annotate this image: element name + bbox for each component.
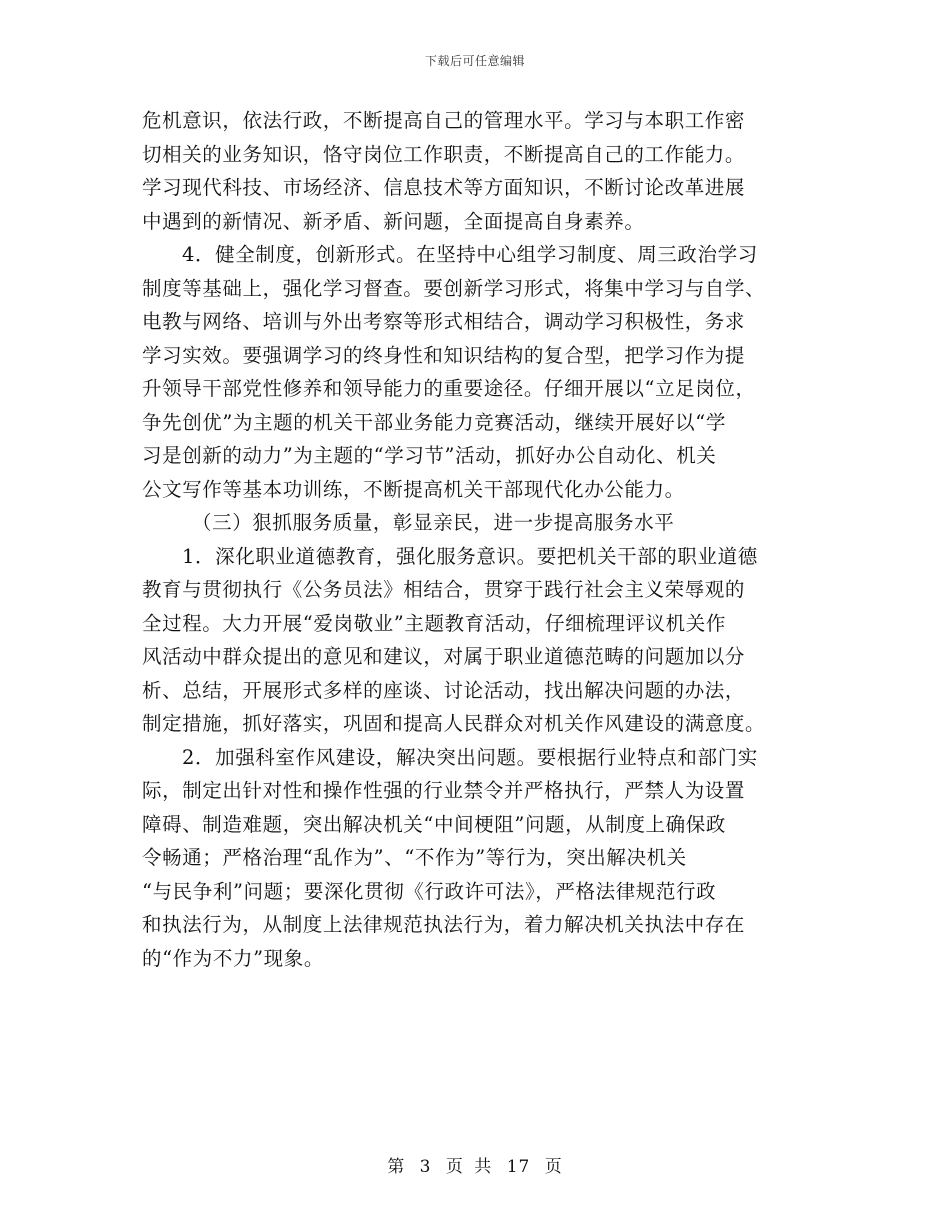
text-line: 危机意识，依法行政，不断提高自己的管理水平。学习与本职工作密	[142, 109, 746, 132]
document-body	[142, 104, 810, 975]
text-line: 公文写作等基本功训练，不断提高机关干部现代化办公能力。	[142, 477, 685, 501]
text-line: 制度等基础上，强化学习督查。要创新学习形式，将集中学习与自学、	[142, 276, 766, 300]
page-footer	[0, 1152, 950, 1177]
paragraph-start-line: 2．加强科室作风建设，解决突出问题。要根据行业特点和部门实	[182, 745, 758, 769]
text-line: 习是创新的动力”为主题的“学习节”活动，抓好办公自动化、机关	[142, 444, 717, 467]
text-line: 中遇到的新情况、新矛盾、新问题，全面提高自身素养。	[142, 209, 645, 233]
text-line: 风活动中群众提出的意见和建议，对属于职业道德范畴的问题加以分	[142, 645, 746, 668]
text-line: 令畅通；严格治理“乱作为”、“不作为”等行为，突出解决机关	[142, 846, 687, 869]
text-line: 析、总结，开展形式多样的座谈、讨论活动，找出解决问题的办法，	[142, 678, 746, 702]
text-line: 争先创优”为主题的机关干部业务能力竞赛活动，继续开展好以“学	[142, 410, 726, 434]
text-line: “与民争利”问题；要深化贯彻《行政许可法》，严格法律规范行政	[142, 879, 717, 903]
text-line: 切相关的业务知识，恪守岗位工作职责，不断提高自己的工作能力。	[142, 142, 746, 166]
total-page-count: 17	[506, 1157, 531, 1177]
current-page-number: 3	[419, 1157, 432, 1177]
text-line: 升领导干部党性修养和领导能力的重要途径。仔细开展以“立足岗位，	[142, 377, 756, 400]
text-line: 和执法行为，从制度上法律规范执法行为，着力解决机关执法中存在	[142, 913, 746, 936]
footer-prefix: 第	[387, 1157, 406, 1177]
footer-middle: 页 共	[445, 1157, 493, 1177]
text-line: 的“作为不力”现象。	[142, 946, 324, 970]
text-line: 电教与网络、培训与外出考察等形式相结合，调动学习积极性，务求	[142, 310, 746, 333]
page-header: 下载后可任意编辑	[424, 54, 525, 68]
text-line: 全过程。大力开展“爱岗敬业”主题教育活动，仔细梳理评议机关作	[142, 611, 726, 635]
text-line: 学习实效。要强调学习的终身性和知识结构的复合型，把学习作为提	[142, 343, 746, 367]
paragraph-start-line: 1．深化职业道德教育，强化服务意识。要把机关干部的职业道德	[182, 544, 758, 568]
paragraph-start-line: 4．健全制度，创新形式。在坚持中心组学习制度、周三政治学习	[182, 243, 758, 266]
text-line: 学习现代科技、市场经济、信息技术等方面知识，不断讨论改革进展	[142, 176, 746, 199]
text-line: 障碍、制造难题，突出解决机关“中间梗阻”问题，从制度上确保政	[142, 812, 726, 836]
section-heading: （三）狠抓服务质量，彰显亲民，进一步提高服务水平	[192, 511, 675, 534]
text-line: 教育与贯彻执行《公务员法》相结合，贯穿于践行社会主义荣辱观的	[142, 578, 746, 601]
footer-suffix: 页	[544, 1157, 563, 1177]
text-line: 制定措施，抓好落实，巩固和提高人民群众对机关作风建设的满意度。	[142, 712, 766, 735]
text-line: 际，制定出针对性和操作性强的行业禁令并严格执行，严禁人为设置	[142, 779, 746, 802]
